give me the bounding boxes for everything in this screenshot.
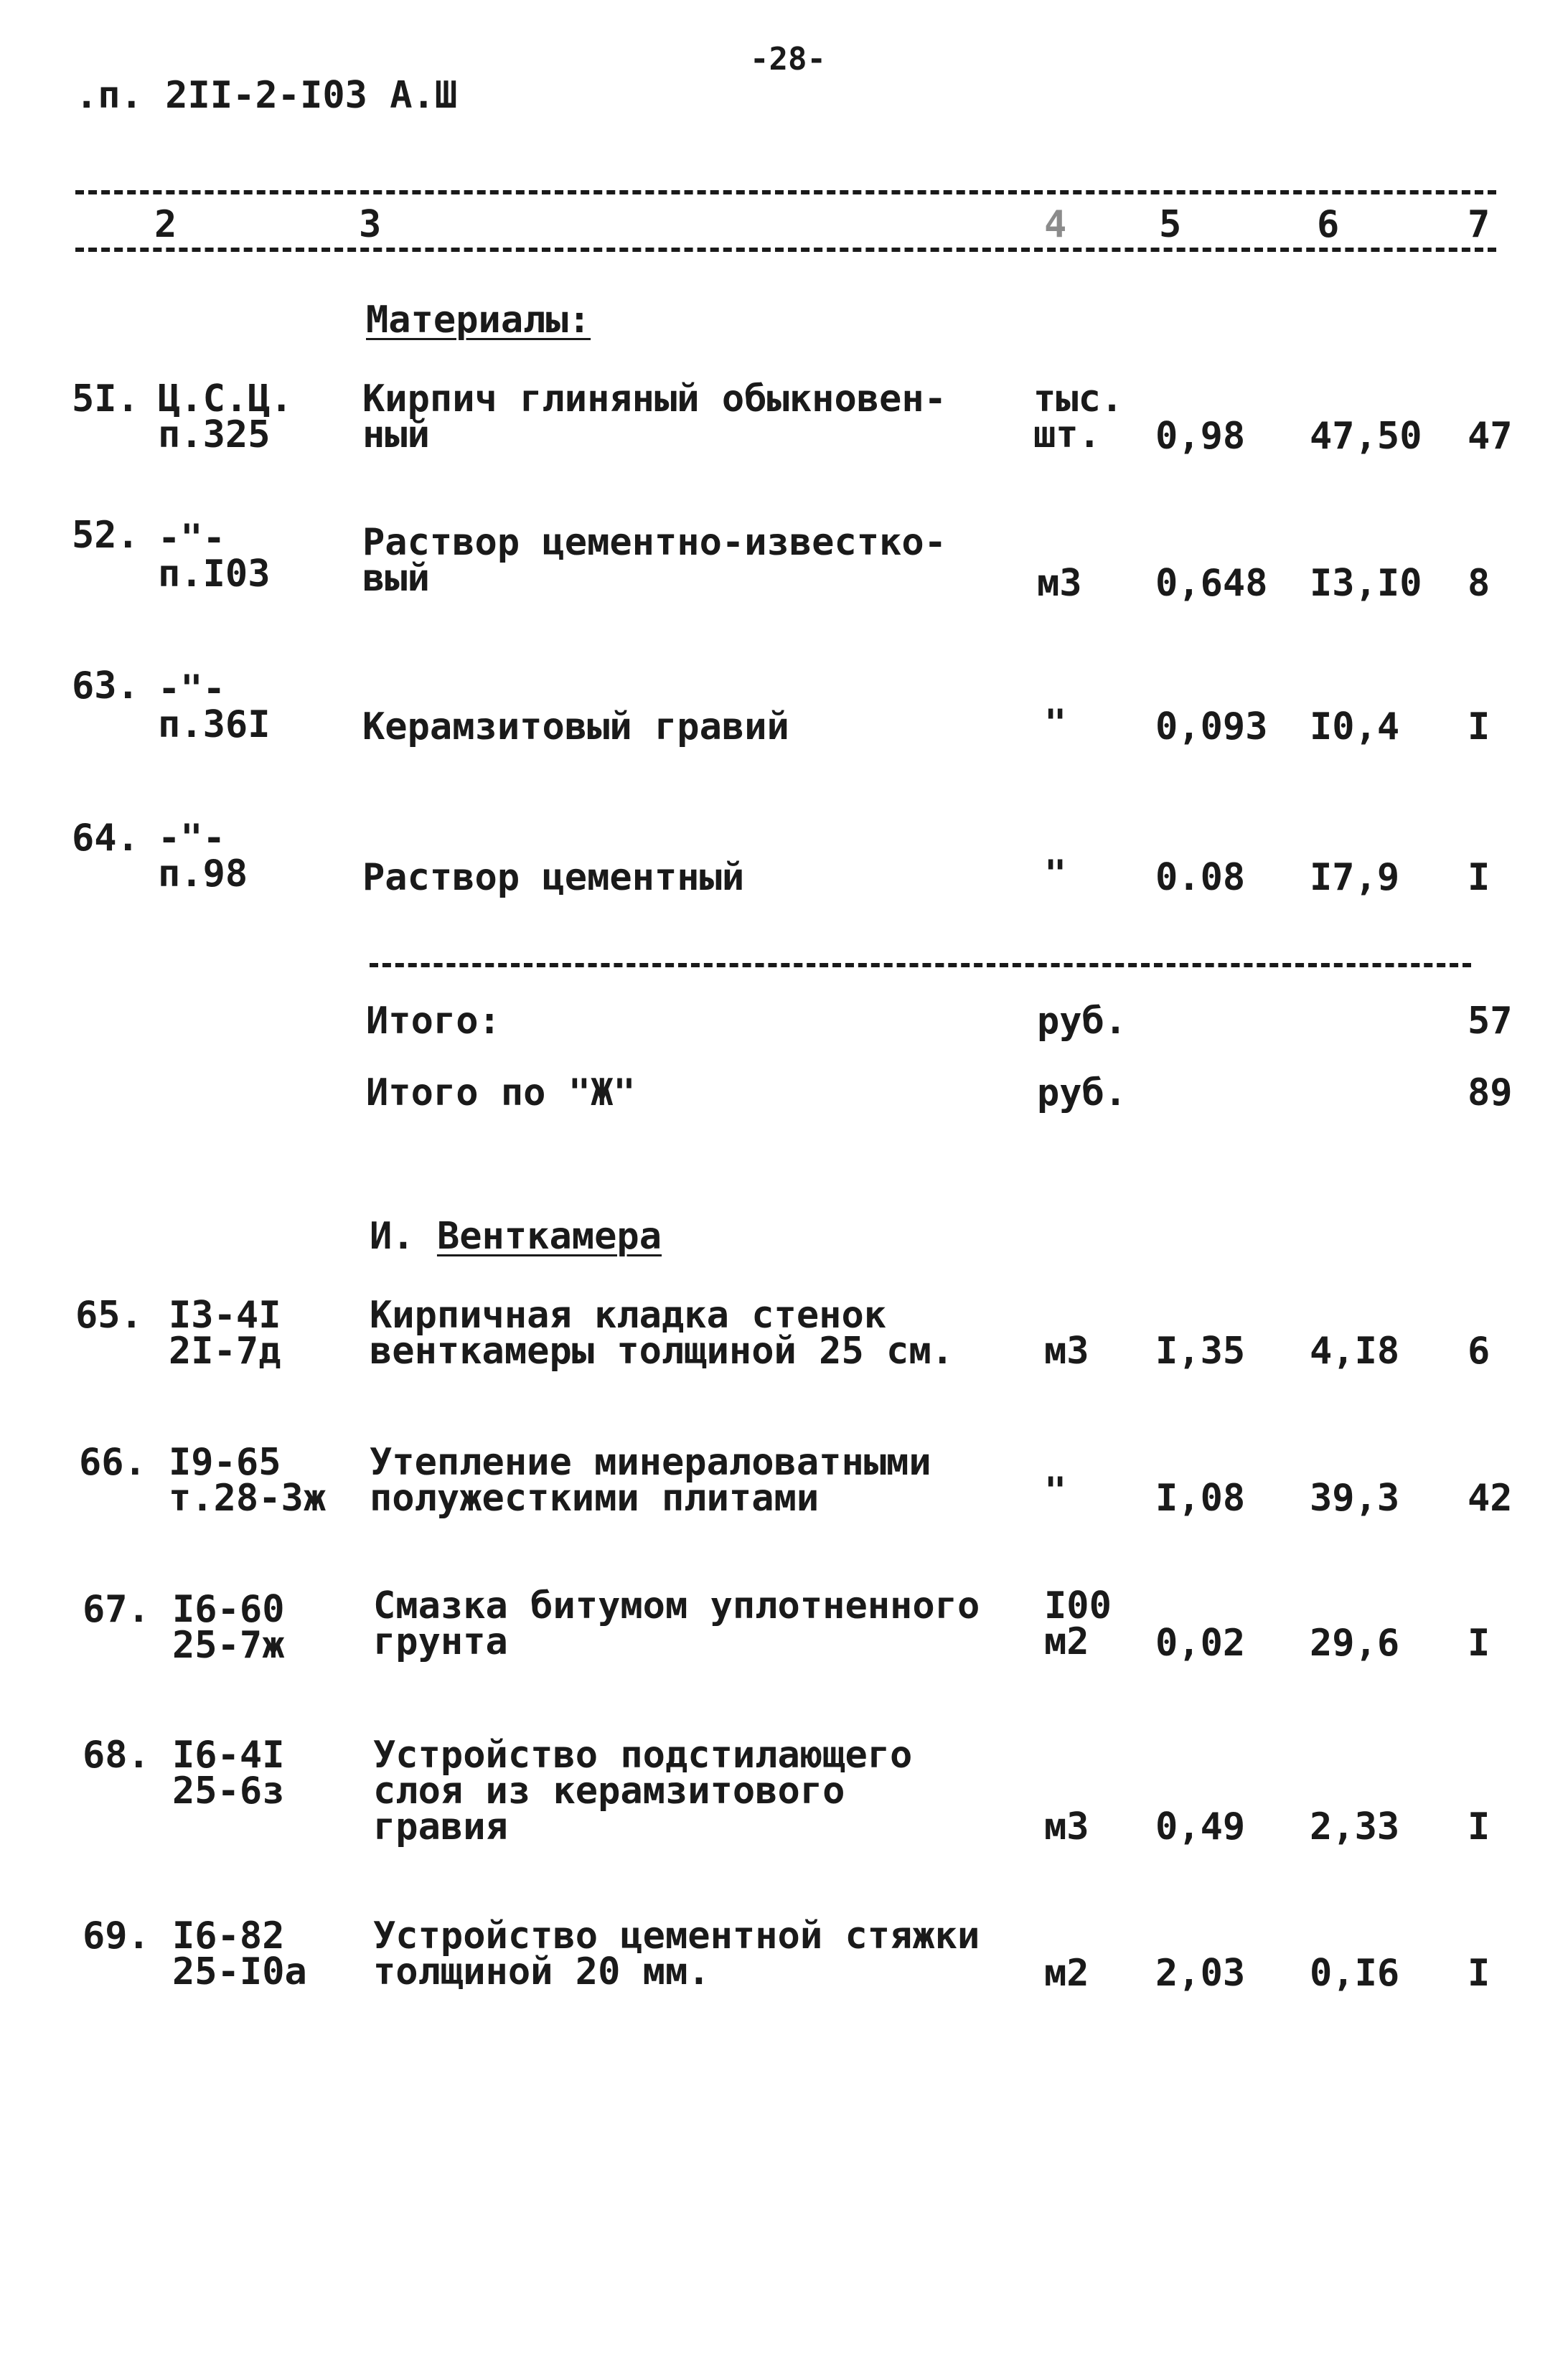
- row-quantity: 0,648: [1155, 562, 1268, 605]
- row-ref-2: п.98: [158, 852, 248, 896]
- row-quantity: 0,98: [1155, 415, 1246, 458]
- row-total: 42: [1468, 1477, 1513, 1520]
- row-quantity: 2,03: [1155, 1952, 1246, 1995]
- row-quantity: 0.08: [1155, 856, 1246, 899]
- row-ref-1: I6-4I: [172, 1734, 285, 1777]
- column-header-7: 7: [1468, 203, 1490, 246]
- row-unit: м2: [1044, 1952, 1089, 1995]
- row-total: 8: [1468, 562, 1490, 605]
- row-number: 69.: [83, 1914, 150, 1958]
- row-price: 47,50: [1310, 415, 1422, 458]
- row-ref-1: -"-: [158, 517, 225, 560]
- row-description: Керамзитовый гравий: [362, 705, 789, 748]
- row-number: 68.: [83, 1734, 150, 1777]
- row-number: 5I.: [72, 377, 139, 420]
- row-number: 65.: [75, 1294, 143, 1337]
- row-price: 39,3: [1310, 1477, 1400, 1520]
- row-description-3: гравия: [373, 1805, 508, 1848]
- row-price: 29,6: [1310, 1622, 1400, 1665]
- totals-rule: [370, 963, 1471, 967]
- row-ref-1: -"-: [158, 667, 225, 710]
- row-number: 52.: [72, 514, 139, 557]
- row-total: I: [1468, 1952, 1490, 1995]
- row-ref-2: 25-7ж: [172, 1624, 285, 1667]
- section-prefix: И.: [370, 1215, 415, 1258]
- row-number: 64.: [72, 817, 139, 860]
- row-description-1: Смазка битумом уплотненного: [373, 1584, 980, 1627]
- row-quantity: 0,02: [1155, 1622, 1246, 1665]
- row-total: 6: [1468, 1330, 1490, 1373]
- row-price: 0,I6: [1310, 1952, 1400, 1995]
- row-description-2: слоя из керамзитового: [373, 1770, 845, 1813]
- page-number: -28-: [750, 41, 826, 77]
- column-header-5: 5: [1159, 203, 1182, 246]
- row-description-2: грунта: [373, 1620, 508, 1663]
- row-ref-1: I9-65: [169, 1441, 281, 1484]
- row-unit-2: шт.: [1033, 413, 1101, 456]
- row-price: I0,4: [1310, 705, 1400, 748]
- row-number: 67.: [83, 1588, 150, 1631]
- row-number: 63.: [72, 664, 139, 708]
- row-description-2: венткамеры толщиной 25 см.: [370, 1330, 954, 1373]
- row-unit: ": [1044, 852, 1067, 896]
- row-quantity: 0,093: [1155, 705, 1268, 748]
- row-description-1: Устройство цементной стяжки: [373, 1914, 980, 1958]
- row-total: I: [1468, 856, 1490, 899]
- row-ref-1: Ц.С.Ц.: [158, 377, 293, 420]
- total-value: 57: [1468, 1000, 1513, 1043]
- row-price: 2,33: [1310, 1805, 1400, 1848]
- row-ref-2: п.36I: [158, 703, 271, 746]
- row-total: I: [1468, 1805, 1490, 1848]
- total-value: 89: [1468, 1071, 1513, 1114]
- section-ventkamera-heading: [370, 1216, 662, 1256]
- column-header-4: 4: [1044, 203, 1067, 246]
- row-ref-1: I6-82: [172, 1914, 285, 1958]
- column-header-2: 2: [154, 203, 177, 246]
- row-description-1: Устройство подстилающего: [373, 1734, 913, 1777]
- row-description-1: Раствор цементно-известко-: [362, 521, 947, 564]
- row-description-2: толщиной 20 мм.: [373, 1950, 710, 1993]
- total-label: Итого по "Ж": [366, 1071, 636, 1114]
- row-price: I7,9: [1310, 856, 1400, 899]
- row-description-2: ный: [362, 413, 430, 456]
- row-description-1: Кирпич глиняный обыкновен-: [362, 377, 947, 420]
- row-price: 4,I8: [1310, 1330, 1400, 1373]
- row-ref-2: т.28-3ж: [169, 1477, 327, 1520]
- row-unit-1: I00: [1044, 1584, 1112, 1627]
- row-ref-1: I3-4I: [169, 1294, 281, 1337]
- row-quantity: 0,49: [1155, 1805, 1246, 1848]
- row-unit-1: тыс.: [1033, 377, 1124, 420]
- total-unit: руб.: [1037, 1000, 1127, 1043]
- row-unit-2: м2: [1044, 1620, 1089, 1663]
- row-ref-1: -"-: [158, 817, 225, 860]
- row-ref-2: 2I-7д: [169, 1330, 281, 1373]
- row-ref-2: 25-6з: [172, 1770, 285, 1813]
- row-unit: м3: [1044, 1330, 1089, 1373]
- total-label: Итого:: [366, 1000, 501, 1043]
- row-unit: м3: [1037, 562, 1082, 605]
- row-ref-2: п.325: [158, 413, 271, 456]
- total-unit: руб.: [1037, 1071, 1127, 1114]
- row-description: Раствор цементный: [362, 856, 745, 899]
- document-code: .п. 2II-2-I03 А.Ш: [75, 74, 458, 117]
- row-unit: ": [1044, 1470, 1067, 1513]
- row-quantity: I,08: [1155, 1477, 1246, 1520]
- header-top-rule: [75, 190, 1496, 194]
- header-bottom-rule: [75, 248, 1496, 252]
- row-description-1: Кирпичная кладка стенок: [370, 1294, 887, 1337]
- row-unit: ": [1044, 702, 1067, 745]
- row-ref-2: п.I03: [158, 553, 271, 596]
- row-description-2: полужесткими плитами: [370, 1477, 820, 1520]
- row-number: 66.: [79, 1441, 146, 1484]
- row-description-1: Утепление минераловатными: [370, 1441, 931, 1484]
- row-description-2: вый: [362, 557, 430, 600]
- row-price: I3,I0: [1310, 562, 1422, 605]
- row-total: 47: [1468, 415, 1513, 458]
- row-unit: м3: [1044, 1805, 1089, 1848]
- row-total: I: [1468, 1622, 1490, 1665]
- section-title-materials: Материалы:: [366, 299, 591, 342]
- column-header-3: 3: [359, 203, 382, 246]
- row-quantity: I,35: [1155, 1330, 1246, 1373]
- row-ref-2: 25-I0а: [172, 1950, 307, 1993]
- column-header-6: 6: [1317, 203, 1340, 246]
- row-ref-1: I6-60: [172, 1588, 285, 1631]
- row-total: I: [1468, 705, 1490, 748]
- section-title-ventkamera: Венткамера: [436, 1215, 662, 1258]
